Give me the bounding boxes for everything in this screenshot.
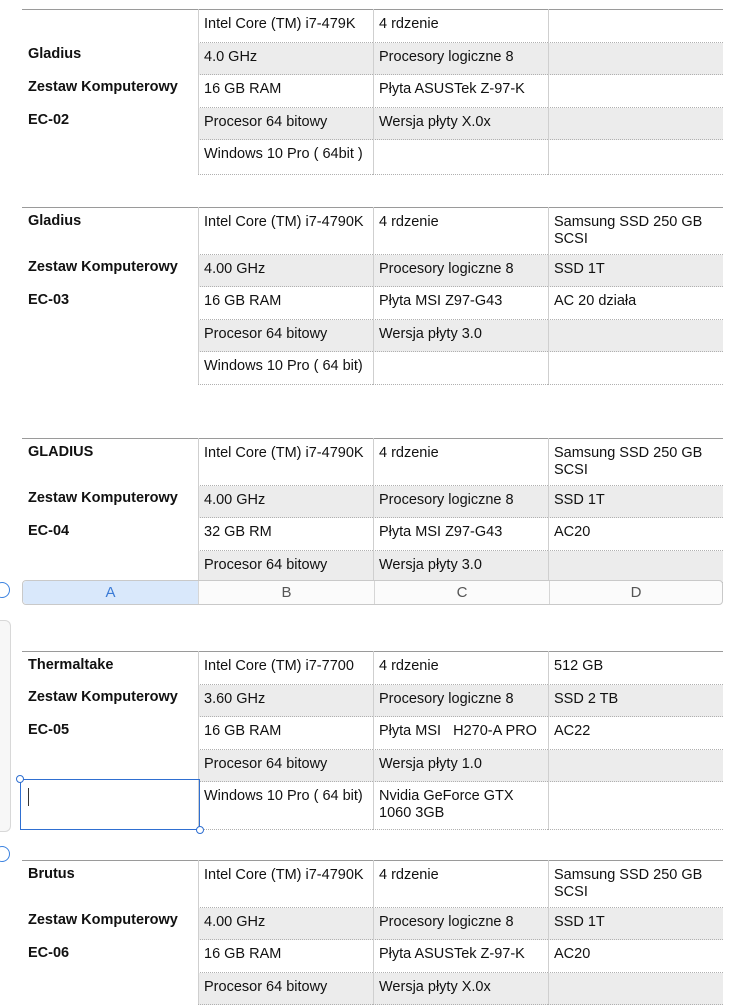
table-cell[interactable] [548, 287, 723, 320]
table-cell[interactable] [548, 908, 723, 940]
table-cell[interactable] [373, 973, 548, 1005]
cell-text: 4 rdzenie [379, 867, 439, 883]
cell-text: Procesor 64 bitowy [204, 326, 328, 342]
cell-text: Intel Core (TM) i7-7700 [204, 658, 354, 674]
cell-text: Windows 10 Pro ( 64 bit) [204, 358, 363, 374]
set-code: EC-04 [28, 523, 70, 539]
set-type-label: Zestaw Komputerowy [28, 259, 178, 275]
table-cell[interactable] [198, 518, 373, 551]
spec-table-ec-02 [22, 9, 723, 174]
table-cell[interactable] [198, 940, 373, 973]
table-cell[interactable] [548, 439, 723, 486]
table-cell[interactable] [373, 782, 548, 830]
cell-text: SSD 1T [554, 914, 605, 930]
table-cell[interactable] [548, 140, 723, 175]
cell-text: 4 rdzenie [379, 658, 439, 674]
set-type-label: Zestaw Komputerowy [28, 689, 178, 705]
table-cell[interactable] [198, 782, 373, 830]
cell-text: Procesor 64 bitowy [204, 756, 328, 772]
cell-text: 4.00 GHz [204, 492, 266, 508]
table-cell[interactable] [548, 551, 723, 583]
table-cell[interactable] [548, 782, 723, 830]
table-cell[interactable] [198, 10, 373, 43]
table-cell[interactable] [373, 685, 548, 717]
table-cell[interactable] [198, 287, 373, 320]
cell-text: 3.60 GHz [204, 691, 266, 707]
cell-text: Samsung SSD 250 GB SCSI [554, 214, 703, 247]
table-cell[interactable] [373, 208, 548, 255]
table-cell[interactable] [373, 439, 548, 486]
cell-text: 512 GB [554, 658, 604, 674]
row-header-panel[interactable] [0, 620, 11, 832]
cell-text: Samsung SSD 250 GB SCSI [554, 867, 703, 900]
cell-text: Procesory logiczne 8 [379, 691, 514, 707]
cell-text: Płyta MSI Z97-G43 [379, 524, 503, 540]
cell-text: 4 rdzenie [379, 445, 439, 461]
table-cell[interactable] [548, 352, 723, 385]
table-cell[interactable] [548, 10, 723, 43]
cell-text: 16 GB RAM [204, 723, 282, 739]
table-cell[interactable] [548, 750, 723, 782]
table-cell[interactable] [198, 208, 373, 255]
column-divider [373, 207, 374, 384]
table-cell[interactable] [198, 973, 373, 1005]
table-options-icon[interactable] [0, 582, 10, 598]
cell-text: Wersja płyty 1.0 [379, 756, 482, 772]
table-cell[interactable] [373, 551, 548, 583]
column-divider [548, 438, 549, 582]
table-cell[interactable] [373, 908, 548, 940]
table-cell[interactable] [198, 652, 373, 685]
table-cell[interactable] [548, 320, 723, 352]
model-name: Gladius [28, 46, 82, 62]
cell-text: Procesor 64 bitowy [204, 114, 328, 130]
column-header-d[interactable]: D [630, 584, 642, 601]
cell-text: 4.00 GHz [204, 261, 266, 277]
column-divider [373, 438, 374, 582]
cell-text: AC22 [554, 723, 591, 739]
cell-text: SSD 1T [554, 261, 605, 277]
table-cell[interactable] [373, 287, 548, 320]
cell-text: 4 rdzenie [379, 214, 439, 230]
table-cell[interactable] [198, 352, 373, 385]
table-cell[interactable] [548, 208, 723, 255]
table-cell[interactable] [548, 652, 723, 685]
set-code: EC-06 [28, 945, 70, 961]
cell-text: 4.0 GHz [204, 49, 258, 65]
cell-text: Windows 10 Pro ( 64 bit) [204, 788, 363, 804]
table-cell[interactable] [548, 486, 723, 518]
column-header-bar[interactable] [22, 580, 723, 605]
table-cell[interactable] [548, 717, 723, 750]
column-header-b[interactable]: B [281, 584, 292, 601]
cell-text: Płyta ASUSTek Z-97-K [379, 946, 525, 962]
table-cell[interactable] [373, 108, 548, 140]
selected-cell[interactable] [20, 779, 200, 830]
cell-text: Intel Core (TM) i7-4790K [204, 214, 364, 230]
cell-text: Windows 10 Pro ( 64bit ) [204, 146, 363, 162]
table-cell[interactable] [373, 352, 548, 385]
table-cell[interactable] [198, 486, 373, 518]
cell-text: AC 20 działa [554, 293, 637, 309]
table-cell[interactable] [373, 486, 548, 518]
cell-text: Procesory logiczne 8 [379, 49, 514, 65]
selection-handle-top[interactable] [16, 775, 24, 783]
column-divider [373, 860, 374, 1004]
table-cell[interactable] [548, 685, 723, 717]
column-divider [548, 9, 549, 174]
column-header-a[interactable]: A [23, 581, 198, 604]
cell-text: AC20 [554, 946, 591, 962]
table-cell[interactable] [198, 439, 373, 486]
cell-text: Samsung SSD 250 GB SCSI [554, 445, 703, 478]
cell-text: Procesor 64 bitowy [204, 979, 328, 995]
model-name: GLADIUS [28, 444, 94, 460]
table-cell[interactable] [548, 108, 723, 140]
cell-text: Wersja płyty 3.0 [379, 557, 482, 573]
column-divider [548, 207, 549, 384]
cell-text: Procesory logiczne 8 [379, 914, 514, 930]
cell-text: 16 GB RAM [204, 293, 282, 309]
table-cell[interactable] [198, 140, 373, 175]
cell-text: Intel Core (TM) i7-4790K [204, 867, 364, 883]
table-cell[interactable] [373, 940, 548, 973]
table-cell[interactable] [198, 108, 373, 140]
table-cell[interactable] [198, 861, 373, 908]
cell-text: SSD 1T [554, 492, 605, 508]
table-cell[interactable] [373, 518, 548, 551]
table-cell[interactable] [373, 320, 548, 352]
model-name: Gladius [28, 213, 82, 229]
table-cell[interactable] [198, 255, 373, 287]
table-cell[interactable] [548, 255, 723, 287]
set-type-label: Zestaw Komputerowy [28, 912, 178, 928]
cell-text: Płyta ASUSTek Z-97-K [379, 81, 525, 97]
cell-text: Procesor 64 bitowy [204, 557, 328, 573]
cell-text: SSD 2 TB [554, 691, 619, 707]
table-cell[interactable] [198, 685, 373, 717]
table-cell[interactable] [198, 75, 373, 108]
text-cursor [28, 788, 29, 806]
cell-text: 32 GB RM [204, 524, 272, 540]
cell-text: Wersja płyty X.0x [379, 979, 491, 995]
column-divider [548, 860, 549, 1004]
column-divider [198, 207, 199, 384]
column-divider [198, 9, 199, 174]
column-divider [373, 9, 374, 174]
table-cell[interactable] [548, 43, 723, 75]
set-type-label: Zestaw Komputerowy [28, 490, 178, 506]
cell-text: AC20 [554, 524, 591, 540]
table-cell[interactable] [548, 75, 723, 108]
cell-text: 16 GB RAM [204, 946, 282, 962]
column-divider [198, 860, 199, 1004]
model-name: Brutus [28, 866, 75, 882]
cell-text: Procesory logiczne 8 [379, 492, 514, 508]
selection-handle-bottom[interactable] [196, 826, 204, 834]
column-divider [548, 651, 549, 829]
set-code: EC-03 [28, 292, 70, 308]
cell-text: Intel Core (TM) i7-479K [204, 16, 356, 32]
cell-text: Procesory logiczne 8 [379, 261, 514, 277]
cell-text: Płyta MSI Z97-G43 [379, 293, 503, 309]
column-header-c[interactable]: C [456, 584, 468, 601]
spec-table-ec-06 [22, 860, 723, 1004]
cell-text: Nvidia GeForce GTX 1060 3GB [379, 788, 514, 821]
table-cell[interactable] [198, 43, 373, 75]
table-cell[interactable] [373, 750, 548, 782]
spec-table-ec-03 [22, 207, 723, 384]
cell-text: Wersja płyty X.0x [379, 114, 491, 130]
set-code: EC-02 [28, 112, 70, 128]
column-divider [198, 438, 199, 582]
table-cell[interactable] [373, 861, 548, 908]
table-cell[interactable] [548, 861, 723, 908]
cell-text: Wersja płyty 3.0 [379, 326, 482, 342]
table-cell[interactable] [373, 43, 548, 75]
table-cell[interactable] [373, 75, 548, 108]
table-cell[interactable] [198, 551, 373, 583]
table-cell[interactable] [548, 518, 723, 551]
table-cell[interactable] [373, 652, 548, 685]
table-cell[interactable] [548, 973, 723, 1005]
table-cell[interactable] [373, 10, 548, 43]
table-cell[interactable] [198, 717, 373, 750]
column-divider [373, 651, 374, 829]
cell-text: 4.00 GHz [204, 914, 266, 930]
set-type-label: Zestaw Komputerowy [28, 79, 178, 95]
cell-text: 16 GB RAM [204, 81, 282, 97]
model-name: Thermaltake [28, 657, 114, 673]
table-cell[interactable] [198, 320, 373, 352]
set-code: EC-05 [28, 722, 70, 738]
table-cell[interactable] [373, 255, 548, 287]
table-cell[interactable] [548, 940, 723, 973]
cell-text: 4 rdzenie [379, 16, 439, 32]
table-cell[interactable] [198, 750, 373, 782]
cell-text: Płyta MSI H270-A PRO [379, 723, 537, 739]
table-cell[interactable] [373, 717, 548, 750]
cell-text: Intel Core (TM) i7-4790K [204, 445, 364, 461]
table-cell[interactable] [198, 908, 373, 940]
table-cell[interactable] [373, 140, 548, 175]
row-options-icon[interactable] [0, 846, 10, 862]
